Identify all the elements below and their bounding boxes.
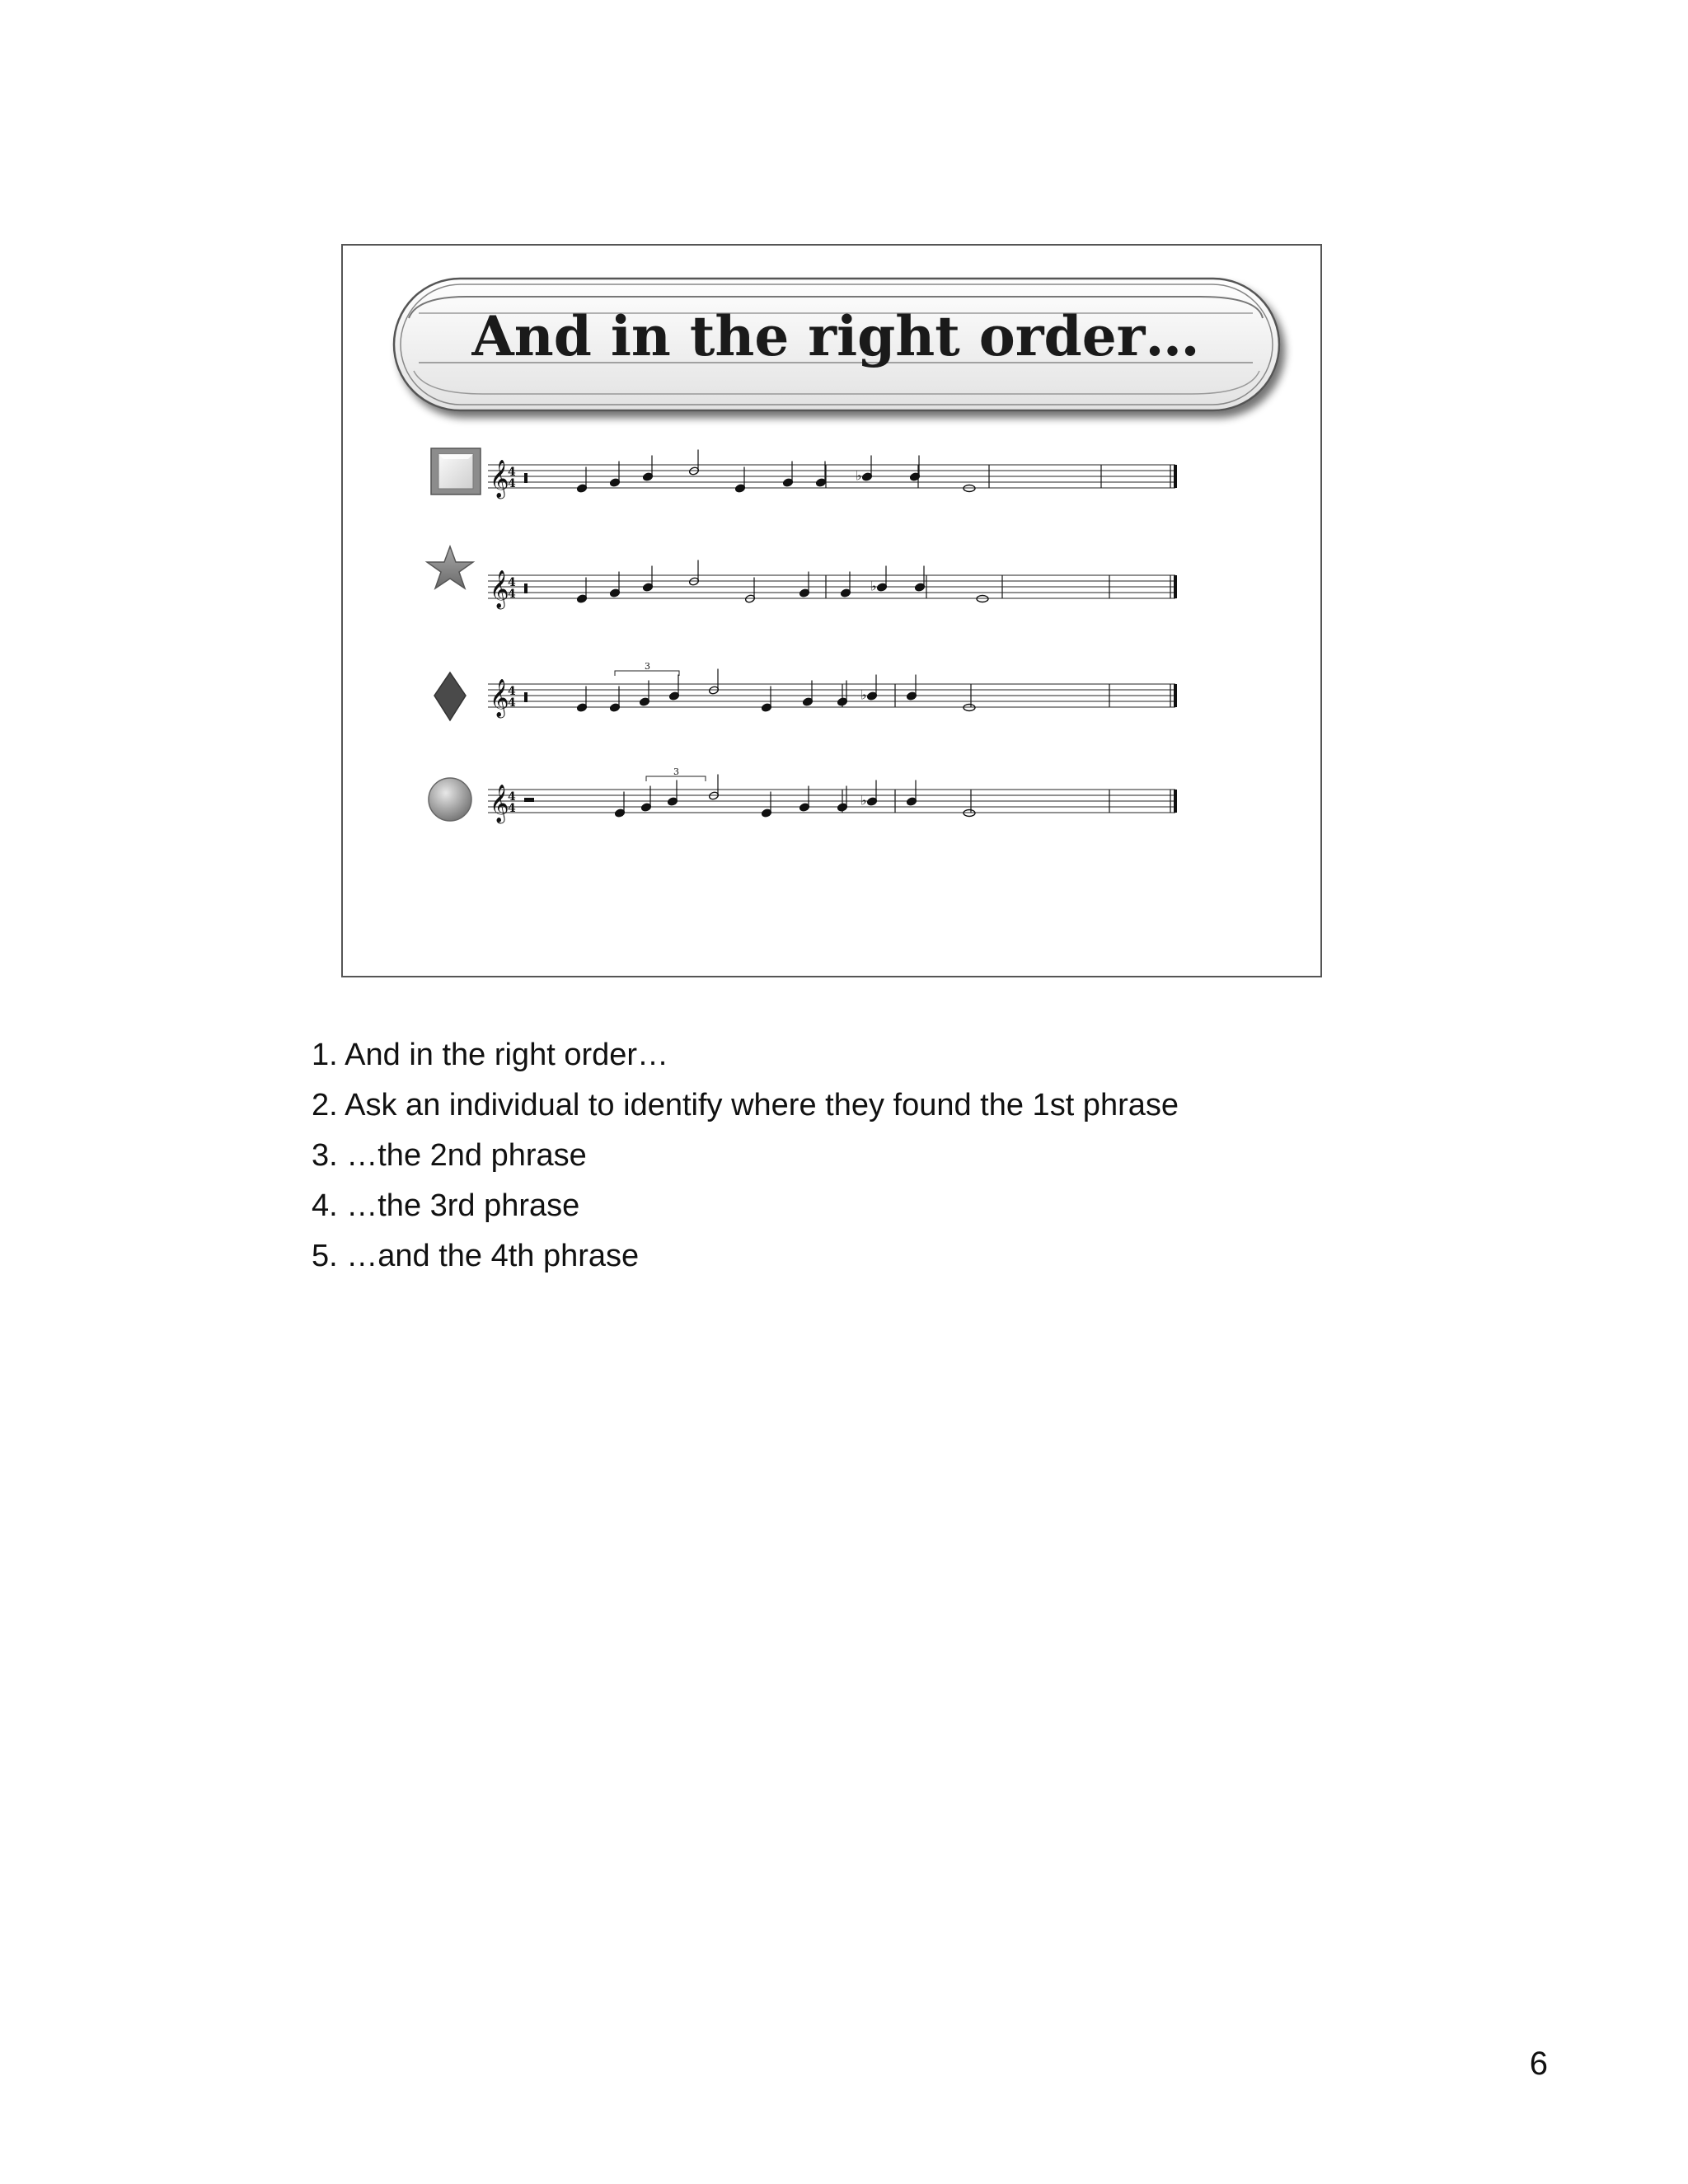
music-staves	[488, 450, 1175, 825]
slide-canvas	[343, 246, 1320, 976]
time-signature-bottom: 4	[508, 696, 516, 710]
staff-3	[488, 661, 1175, 719]
note-item-1: 1. And in the right order…	[312, 1038, 669, 1072]
staff-1	[488, 450, 1175, 500]
speaker-notes	[312, 1030, 1179, 1282]
star-icon	[427, 546, 473, 588]
flat-sign: ♭	[856, 467, 862, 484]
circle-icon	[429, 778, 471, 821]
cube-icon	[431, 448, 481, 494]
time-signature-top: 4	[508, 576, 516, 589]
treble-clef: 𝄞	[490, 460, 509, 498]
triplet-numeral: 3	[673, 766, 679, 777]
flat-sign: ♭	[870, 578, 877, 594]
page-number: 6	[1529, 2046, 1548, 2082]
note-item-2: 2. Ask an individual to identify where they found the 1st phrase	[312, 1088, 1179, 1122]
flat-sign: ♭	[860, 687, 867, 703]
triplet-numeral: 3	[645, 661, 650, 672]
time-signature-bottom: 4	[508, 477, 516, 490]
treble-clef: 𝄞	[490, 785, 509, 823]
staff-4	[488, 766, 1175, 824]
rest	[524, 798, 534, 802]
diamond-icon	[434, 673, 466, 720]
rest	[524, 692, 528, 702]
note-item-4: 4. …the 3rd phrase	[312, 1188, 580, 1223]
treble-clef: 𝄞	[490, 570, 509, 608]
staff-2	[488, 560, 1175, 611]
flat-sign: ♭	[860, 792, 867, 808]
time-signature-top: 4	[508, 685, 516, 698]
rest	[524, 473, 528, 483]
slide-title: And in the right order…	[471, 304, 1200, 368]
note-item-3: 3. …the 2nd phrase	[312, 1138, 587, 1173]
time-signature-top: 4	[508, 790, 516, 804]
title-banner	[394, 279, 1279, 410]
note-item-5: 5. …and the 4th phrase	[312, 1239, 640, 1273]
rest	[524, 583, 528, 593]
treble-clef: 𝄞	[490, 679, 509, 717]
time-signature-top: 4	[508, 466, 516, 479]
slide-frame	[341, 244, 1322, 977]
time-signature-bottom: 4	[508, 588, 516, 601]
time-signature-bottom: 4	[508, 802, 516, 815]
